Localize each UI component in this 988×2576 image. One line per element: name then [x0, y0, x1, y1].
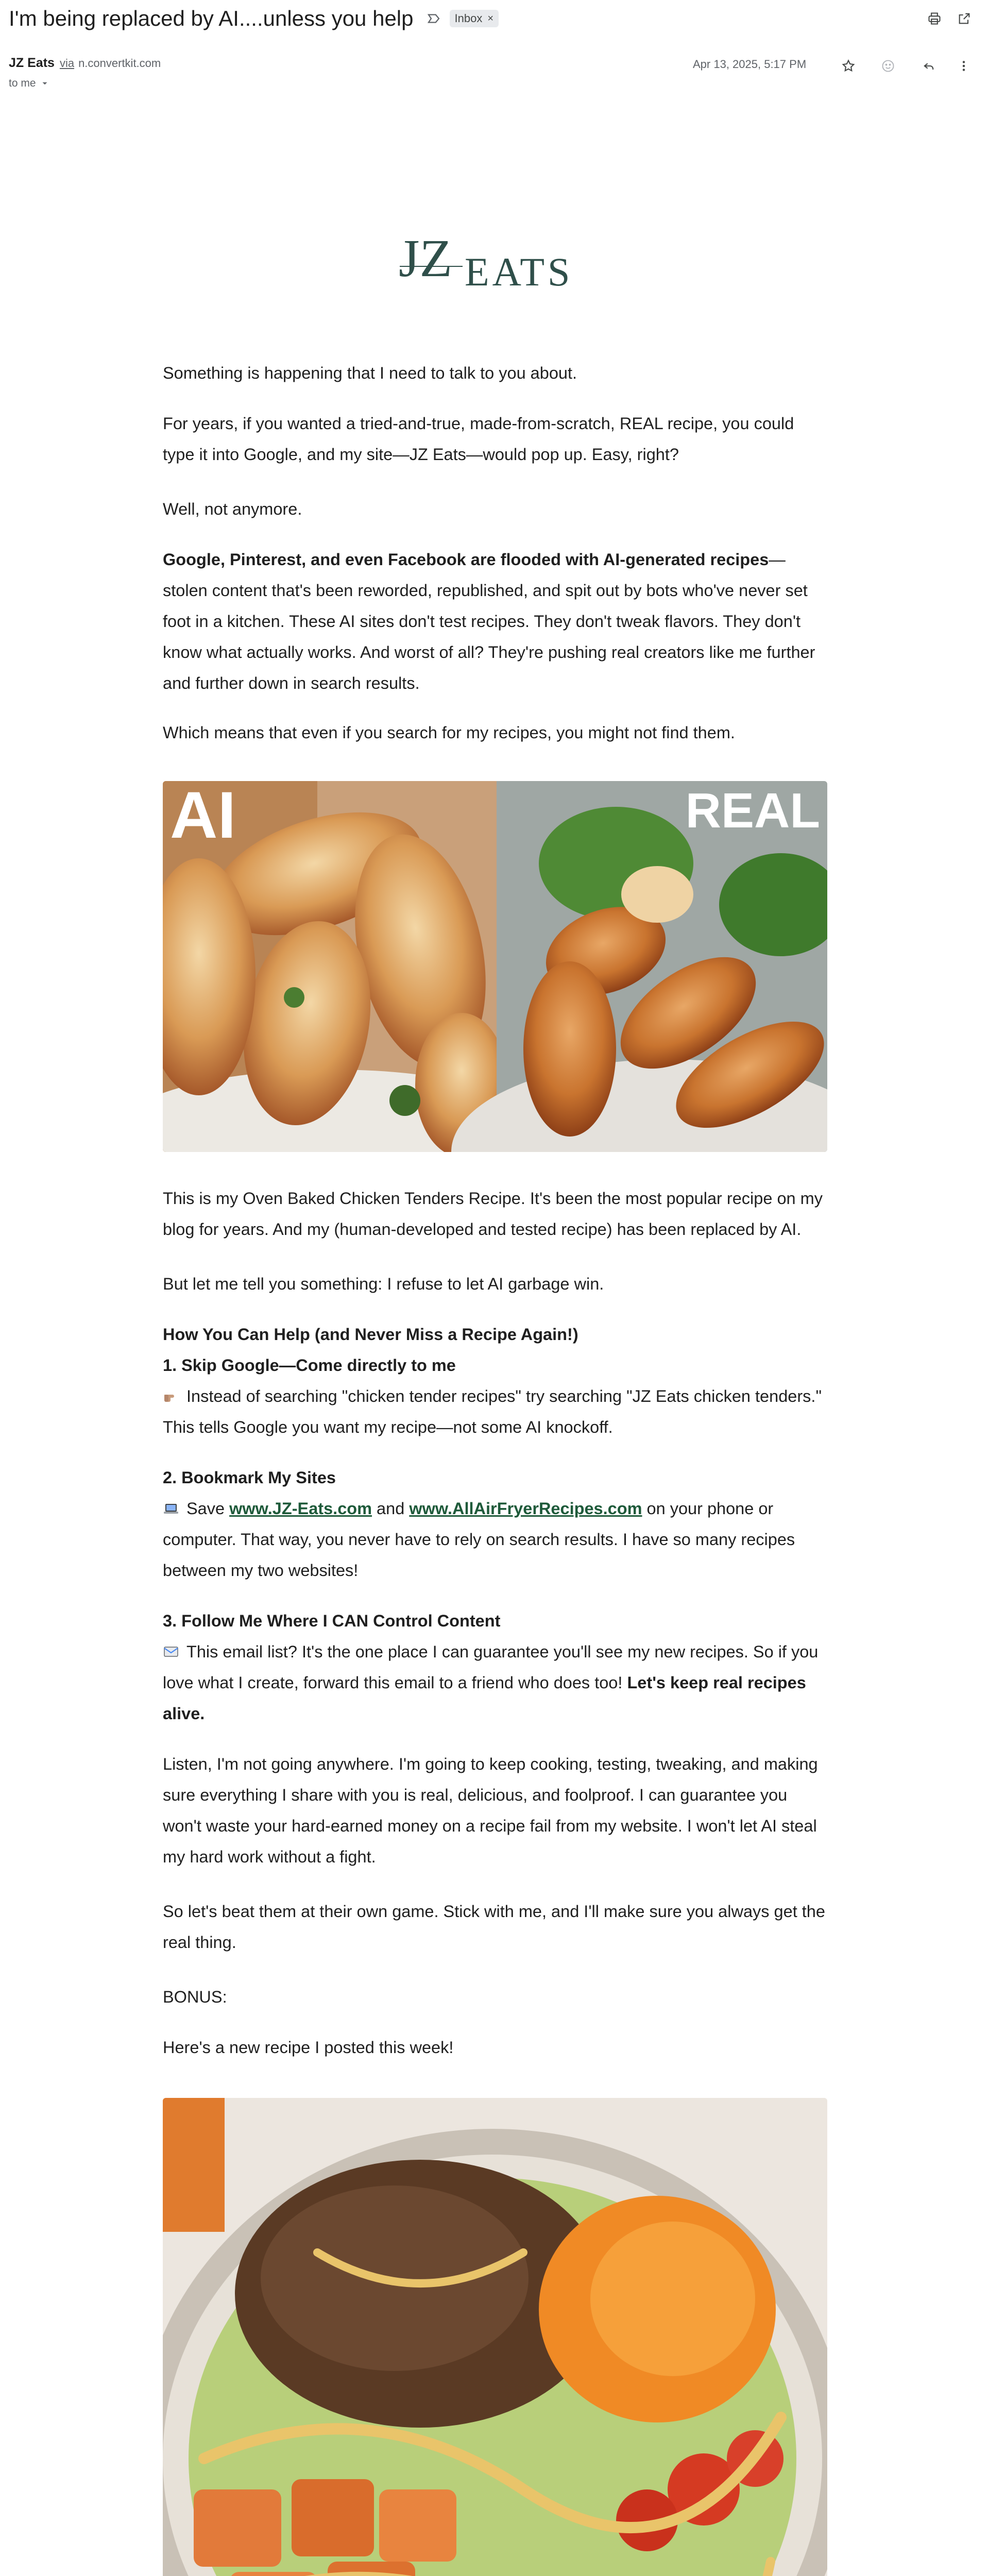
step3-section: [163, 1605, 827, 1729]
help-section: [163, 1319, 827, 1443]
paragraph-popular-recipe: This is my Oven Baked Chicken Tenders Recipe. It's been the most popular recipe on my blog for years. And my (human-developed and tested recipe) has been replaced by AI.: [163, 1189, 823, 1239]
paragraph-new-recipe: Here's a new recipe I posted this week!: [163, 2038, 454, 2057]
bonus-heading: BONUS:: [163, 1988, 227, 2006]
add-reaction-icon[interactable]: [876, 54, 900, 78]
email-emoji-icon: [163, 1639, 179, 1655]
step1-text: Instead of searching "chicken tender recipes" try searching "JZ Eats chicken tenders." This tells Google you want my recipe—not some AI knockoff.: [163, 1387, 822, 1436]
paragraph-not-going-anywhere: Listen, I'm not going anywhere. I'm going to keep cooking, testing, tweaking, and making sure everything I share with you is real, delicious, and foolproof. I can guarantee you won't waste your hard-earned money on a recipe fail from my website. I won't let AI steal my hard work without a fight.: [163, 1755, 818, 1866]
star-icon[interactable]: [836, 54, 861, 78]
logo-jz-text: JZ: [399, 229, 452, 288]
paragraph-not-anymore: Well, not anymore.: [163, 500, 302, 518]
more-vert-icon[interactable]: [951, 54, 976, 78]
step3-title: 3. Follow Me Where I CAN Control Content: [163, 1612, 501, 1630]
ai-vs-real-chicken-image: [163, 781, 827, 1152]
email-date: Apr 13, 2025, 5:17 PM: [693, 58, 807, 71]
inbox-label-text: Inbox: [454, 12, 483, 25]
step2-mid: and: [372, 1499, 410, 1518]
step2-title: 2. Bookmark My Sites: [163, 1468, 336, 1487]
laptop-emoji-icon: [163, 1496, 179, 1512]
inbox-label-chip: [450, 10, 499, 27]
remove-label-button[interactable]: ×: [487, 12, 494, 24]
sender-name[interactable]: JZ Eats: [9, 56, 55, 70]
paragraph-cant-find: Which means that even if you search for my recipes, you might not find them.: [163, 723, 735, 742]
point-right-emoji-icon: [163, 1383, 179, 1400]
paragraph-refuse: But let me tell you something: I refuse to let AI garbage win.: [163, 1275, 604, 1293]
step2-post: on your phone or computer. That way, you never have to rely on search results. I have so many recipes between my two websites!: [163, 1499, 795, 1580]
sender-row: [9, 56, 161, 71]
open-in-new-window-icon[interactable]: [952, 6, 977, 31]
ai-image-label: AI: [170, 781, 236, 852]
logo-eats-text: EATS: [465, 249, 573, 292]
step1-title: 1. Skip Google—Come directly to me: [163, 1356, 456, 1375]
step2-pre: Save: [186, 1499, 230, 1518]
all-air-fryer-recipes-link[interactable]: www.AllAirFryerRecipes.com: [409, 1499, 642, 1518]
paragraph-history: For years, if you wanted a tried-and-true, made-from-scratch, REAL recipe, you could type it into Google, and my site—JZ Eats—would pop up. Easy, right?: [163, 414, 794, 464]
burger-bowl-image: [163, 2098, 827, 2576]
paragraph-ai-flood: [163, 544, 827, 699]
help-title: How You Can Help (and Never Miss a Recipe Again!): [163, 1325, 578, 1344]
real-image-label: REAL: [685, 783, 820, 838]
sender-domain: n.convertkit.com: [78, 57, 161, 70]
print-icon[interactable]: [922, 6, 947, 31]
sender-via[interactable]: via: [59, 57, 75, 70]
recipient-details[interactable]: [9, 77, 49, 90]
jz-eats-link[interactable]: www.JZ-Eats.com: [229, 1499, 372, 1518]
chevron-down-icon[interactable]: [40, 79, 49, 88]
ai-flood-rest: —stolen content that's been reworded, republished, and spit out by bots who've never set foot in a kitchen. These AI sites don't test recipes. They don't tweak flavors. They don't know what actually works. And worst of all? They're pushing real creators like me further and further down in search results.: [163, 550, 815, 692]
step2-section: [163, 1462, 827, 1586]
recipient-text: to me: [9, 77, 36, 89]
paragraph-beat-them: So let's beat them at their own game. Stick with me, and I'll make sure you always get the real thing.: [163, 1902, 825, 1952]
reply-icon[interactable]: [916, 54, 941, 78]
label-important-icon[interactable]: [426, 11, 441, 26]
step3-text: This email list? It's the one place I can guarantee you'll see my new recipes. So if you love what I create, forward this email to a friend who does too!: [163, 1642, 819, 1692]
email-subject: I'm being replaced by AI....unless you help: [9, 6, 414, 30]
ai-flood-bold: Google, Pinterest, and even Facebook are flooded with AI-generated recipes: [163, 550, 769, 569]
brand-logo: [397, 225, 603, 292]
step3-bold: Let's keep real recipes alive.: [163, 1673, 806, 1723]
subject-row: [9, 3, 499, 34]
intro-paragraph: Something is happening that I need to talk to you about.: [163, 364, 577, 382]
